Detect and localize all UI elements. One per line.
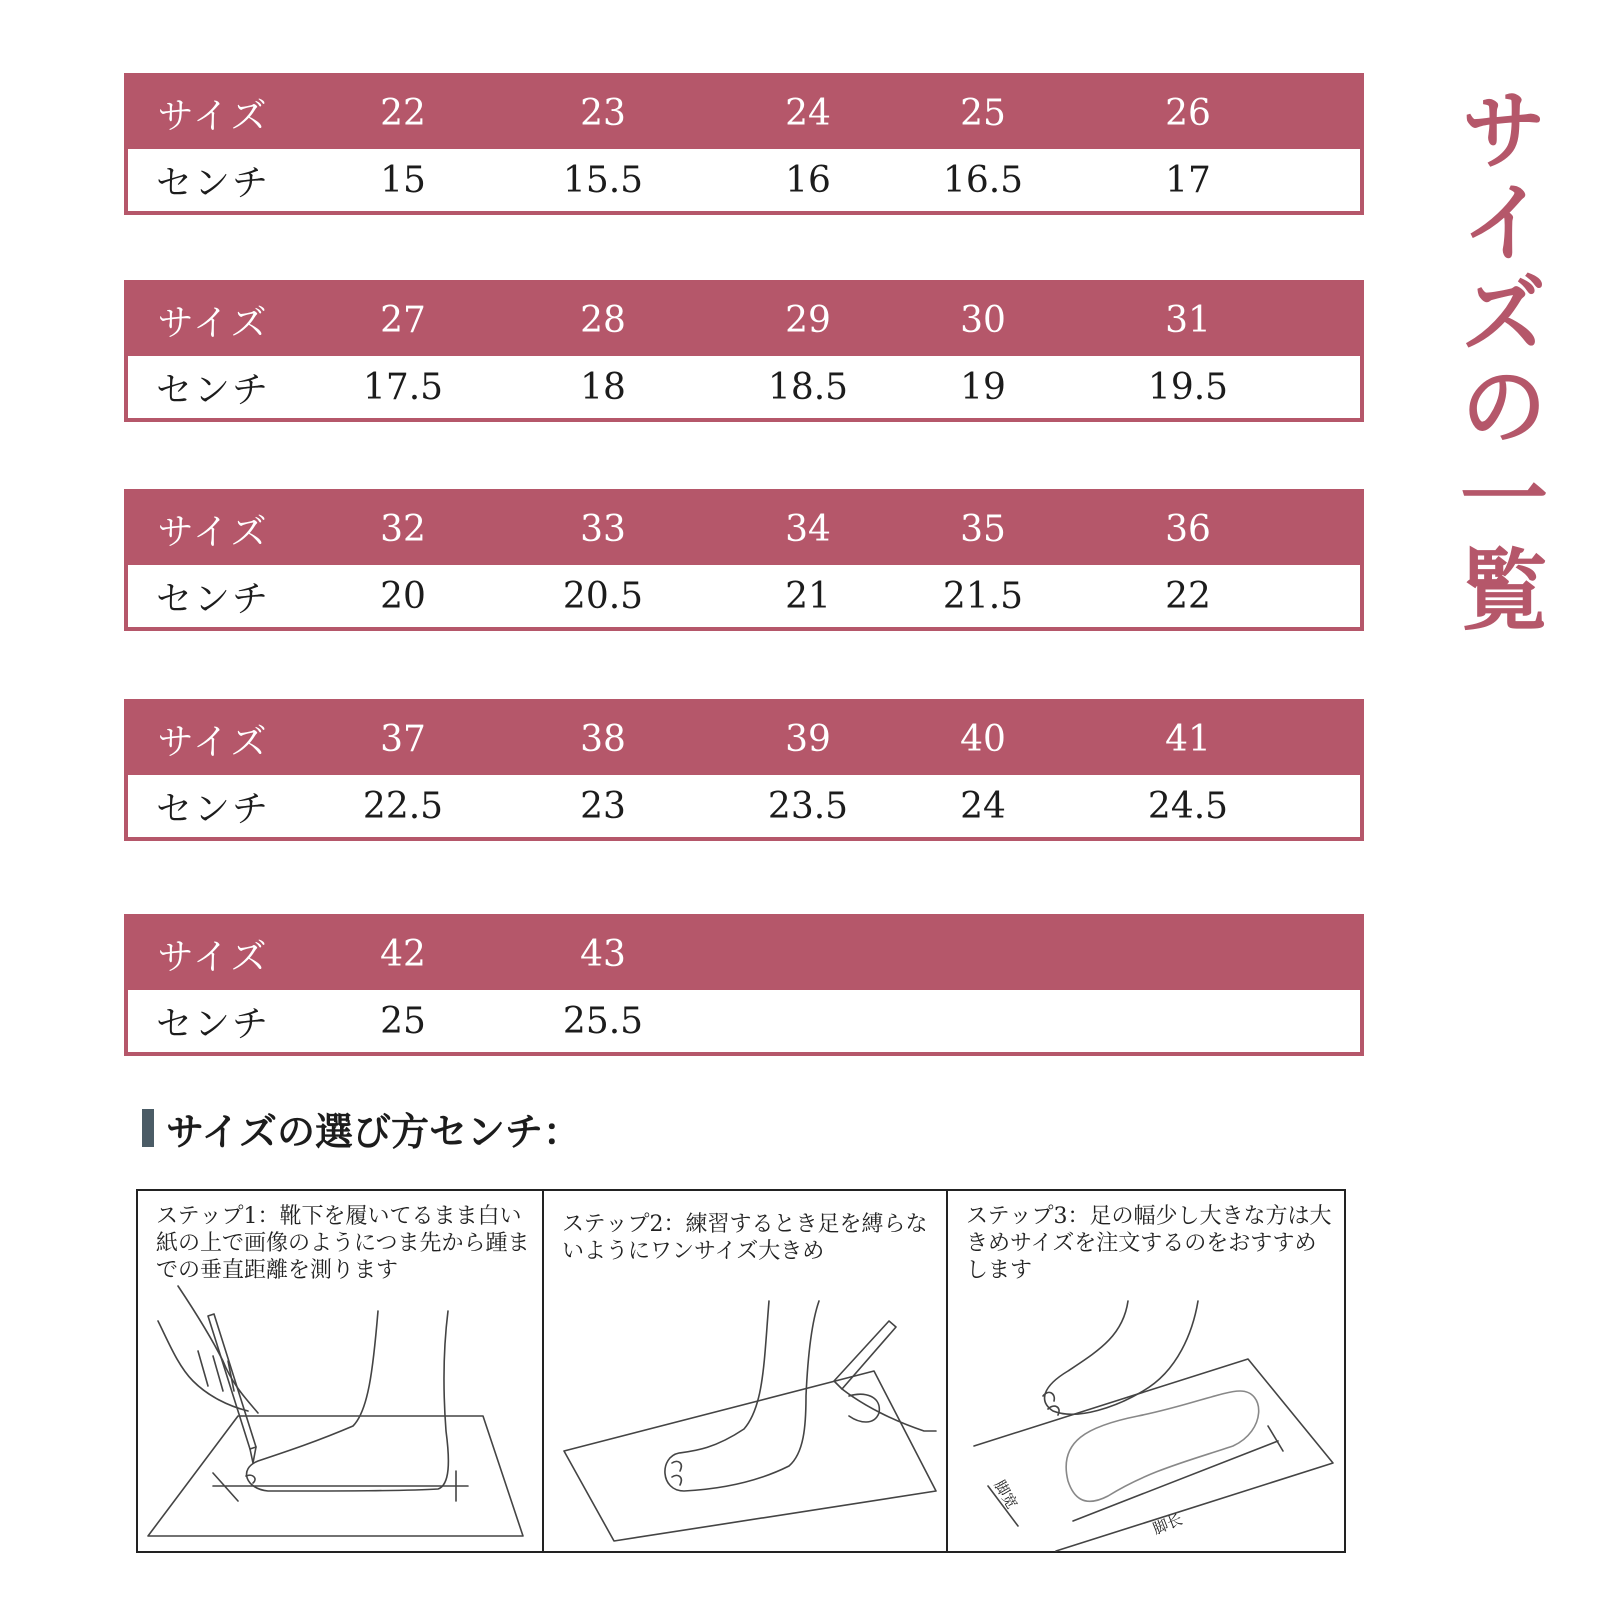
size-value: 29: [785, 299, 831, 341]
centimeter-value: 20.5: [562, 575, 644, 617]
measurement-steps: [136, 1189, 1346, 1553]
size-value: 22: [380, 92, 426, 134]
size-row: [128, 77, 1360, 149]
size-row-label: サイズ: [157, 302, 269, 344]
section-marker: [142, 1109, 154, 1147]
centimeter-row-label: センチ: [155, 788, 270, 830]
centimeter-value: 15: [380, 159, 426, 201]
size-value: 43: [580, 933, 626, 975]
foot-width-label: 脚宽: [990, 1477, 1021, 1513]
centimeter-value: 17.5: [362, 366, 444, 408]
foot-measuring-illustration: [138, 1191, 542, 1553]
centimeter-value: 18: [580, 366, 626, 408]
size-table: [124, 73, 1364, 215]
pen-on-paper-illustration: [544, 1191, 948, 1553]
size-value: 31: [1165, 299, 1211, 341]
size-row-label: サイズ: [157, 721, 269, 763]
size-row: [128, 918, 1360, 990]
size-value: 27: [380, 299, 426, 341]
centimeter-row-label: センチ: [155, 369, 270, 411]
size-row-label: サイズ: [157, 95, 269, 137]
size-value: 41: [1165, 718, 1211, 760]
size-row: [128, 703, 1360, 775]
centimeter-value: 23.5: [767, 785, 849, 827]
size-value: 38: [580, 718, 626, 760]
size-value: 32: [380, 508, 426, 550]
size-value: 26: [1165, 92, 1211, 134]
centimeter-row: [128, 356, 1360, 418]
size-table: [124, 914, 1364, 1056]
step-3-text: ステップ3：足の幅少し大きな方は大きめサイズを注文するのをおすすめします: [966, 1204, 1332, 1283]
size-table: [124, 280, 1364, 422]
centimeter-value: 25: [380, 1000, 426, 1042]
size-value: 37: [380, 718, 426, 760]
size-row: [128, 493, 1360, 565]
centimeter-row: [128, 775, 1360, 837]
centimeter-value: 22.5: [362, 785, 444, 827]
step-2-panel: [542, 1191, 946, 1551]
centimeter-value: 21.5: [942, 575, 1024, 617]
size-value: 23: [580, 92, 626, 134]
step-1-text: ステップ1：靴下を履いてるまま白い紙の上で画像のようにつま先から踵までの垂直距離を測ります: [156, 1204, 530, 1283]
size-value: 25: [960, 92, 1006, 134]
centimeter-value: 16.5: [942, 159, 1024, 201]
centimeter-value: 24: [960, 785, 1006, 827]
size-value: 39: [785, 718, 831, 760]
foot-length-label: 脚长: [1150, 1511, 1185, 1539]
size-value: 35: [960, 508, 1006, 550]
size-value: 40: [960, 718, 1006, 760]
step-1-panel: [138, 1191, 542, 1551]
step-3-panel: [946, 1191, 1350, 1551]
centimeter-value: 17: [1165, 159, 1211, 201]
centimeter-value: 21: [785, 575, 831, 617]
size-value: 28: [580, 299, 626, 341]
centimeter-value: 20: [380, 575, 426, 617]
size-value: 36: [1165, 508, 1211, 550]
size-table: [124, 699, 1364, 841]
step-2-text: ステップ2：練習するとき足を縛らないようにワンサイズ大きめ: [562, 1212, 928, 1264]
centimeter-value: 18.5: [767, 366, 849, 408]
size-table: [124, 489, 1364, 631]
centimeter-value: 16: [785, 159, 831, 201]
size-guide-heading: サイズの選び方センチ：: [166, 1108, 581, 1154]
size-list-title: サイズの一覧: [1446, 84, 1550, 636]
centimeter-value: 24.5: [1147, 785, 1229, 827]
size-value: 42: [380, 933, 426, 975]
centimeter-value: 25.5: [562, 1000, 644, 1042]
centimeter-row-label: センチ: [155, 162, 270, 204]
size-row: [128, 284, 1360, 356]
centimeter-value: 23: [580, 785, 626, 827]
size-value: 34: [785, 508, 831, 550]
size-value: 30: [960, 299, 1006, 341]
centimeter-value: 15.5: [562, 159, 644, 201]
size-value: 33: [580, 508, 626, 550]
centimeter-row-label: センチ: [155, 578, 270, 620]
centimeter-value: 22: [1165, 575, 1211, 617]
centimeter-row: [128, 149, 1360, 211]
size-value: 24: [785, 92, 831, 134]
centimeter-row: [128, 565, 1360, 627]
centimeter-row-label: センチ: [155, 1003, 270, 1045]
size-row-label: サイズ: [157, 936, 269, 978]
centimeter-row: [128, 990, 1360, 1052]
size-row-label: サイズ: [157, 511, 269, 553]
centimeter-value: 19.5: [1147, 366, 1229, 408]
centimeter-value: 19: [960, 366, 1006, 408]
foot-outline-illustration: [948, 1191, 1350, 1553]
